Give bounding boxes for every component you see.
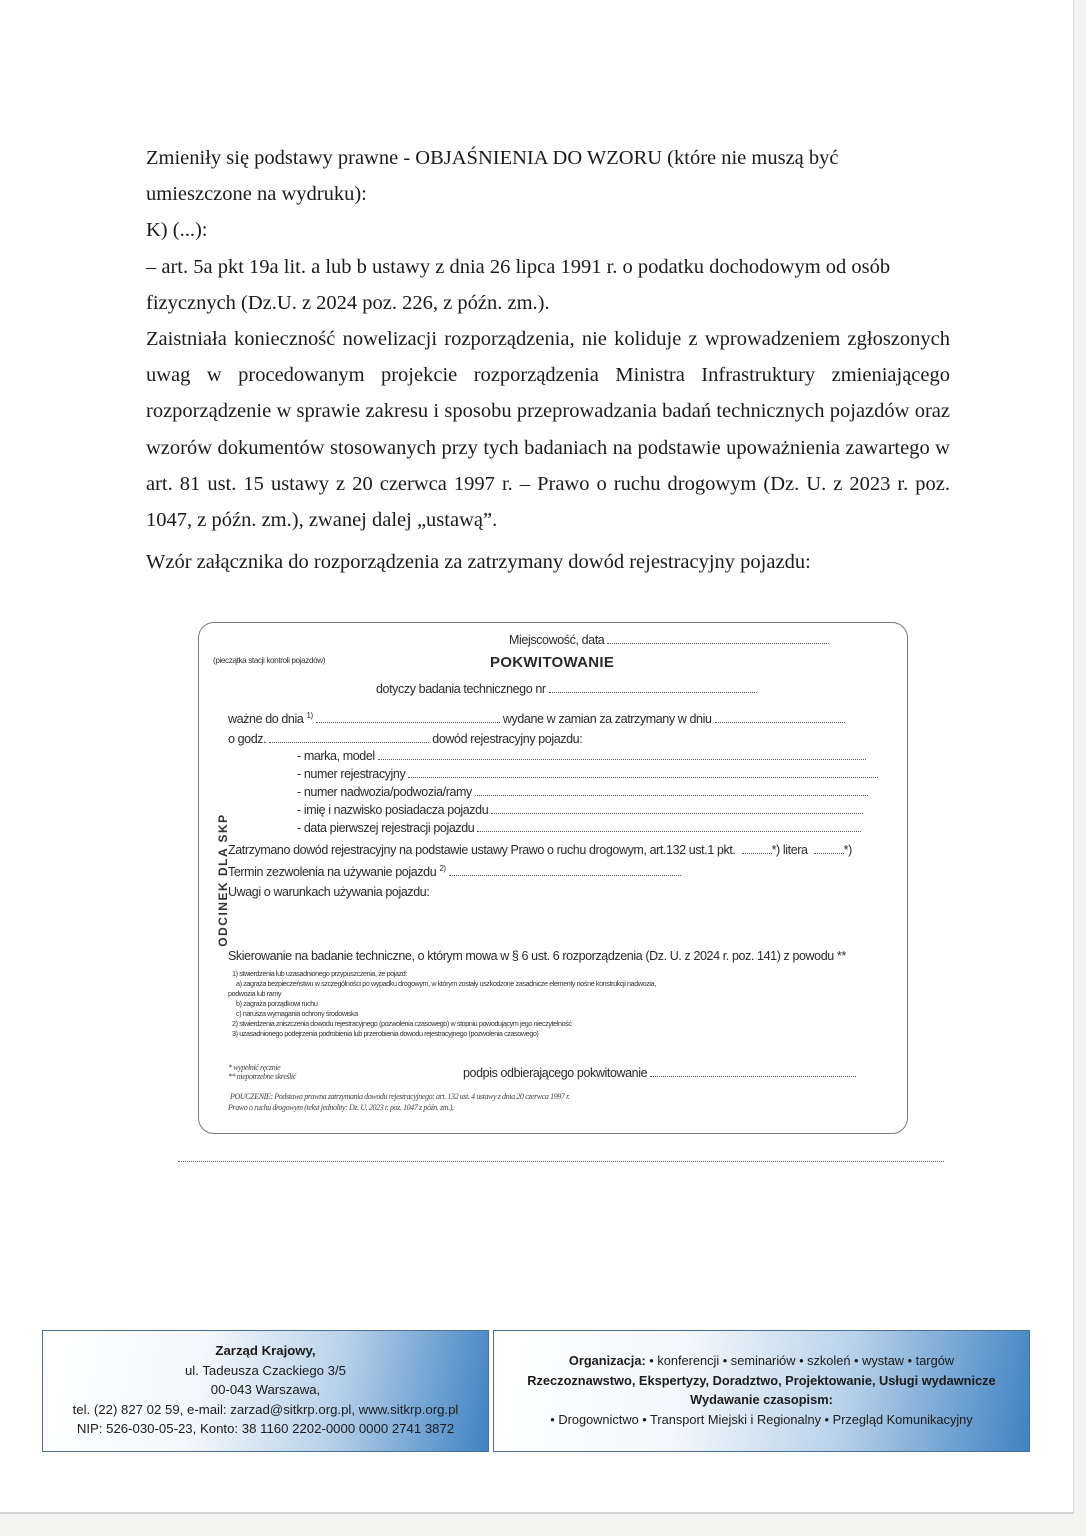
time-blank[interactable]: [269, 732, 429, 743]
text-line: Zmieniły się podstawy prawne - OBJAŚNIENIA DO WZORU (które nie muszą być: [146, 147, 839, 169]
exam-number-field[interactable]: [376, 682, 757, 696]
organization-items: • konferencji • seminariów • szkoleń • wystaw • targów: [649, 1353, 955, 1368]
instruction-line-2: Prawo o ruchu drogowym (tekst jednolity: Dz. U. 2023 r. poz. 1047 z późn. zm.).: [228, 1103, 454, 1112]
side-label: ODCINEK DLA SKP: [216, 813, 230, 947]
retained-basis-field[interactable]: [228, 843, 852, 857]
field-blank[interactable]: [408, 767, 878, 778]
field-label: - imię i nazwisko posiadacza pojazdu: [297, 803, 489, 817]
referral-text: Skierowanie na badanie techniczne, o którym mowa w § 6 ust. 6 rozporządzenia (Dz. U. z 2024 r. poz. 141) z powodu **: [228, 949, 846, 963]
footer-street: ul. Tadeusza Czackiego 3/5: [184, 1362, 347, 1378]
vehicle-field-registration-number[interactable]: [297, 767, 878, 781]
reason-1a-cont: podwozia lub ramy: [228, 989, 282, 998]
permit-term-blank[interactable]: [449, 865, 681, 876]
note-handwrite: * wypełnić ręcznie: [228, 1063, 281, 1072]
footer-city: 00-043 Warszawa,: [210, 1382, 321, 1397]
exam-number-label: dotyczy badania technicznego nr: [376, 682, 546, 696]
text-line: umieszczone na wydruku):: [146, 183, 367, 206]
explanatory-text: [146, 140, 950, 580]
footer-journals-label: Wydawanie czasopism:: [690, 1392, 833, 1407]
retained-basis-label: Zatrzymano dowód rejestracyjny na podstawie ustawy Prawo o ruchu drogowym, art.132 ust.1 pkt.: [228, 843, 736, 857]
reason-3: 3) uzasadnionego podejrzenia podrobienia lub przerobienia dowodu rejestracyjnego (pozwolenia czasowego): [232, 1029, 539, 1038]
registration-doc-label: dowód rejestracyjny pojazdu:: [432, 732, 583, 746]
point-blank[interactable]: [742, 843, 772, 854]
permit-term-label: Termin zezwolenia na używanie pojazdu: [228, 865, 437, 880]
field-blank[interactable]: [378, 749, 866, 760]
remarks-label: Uwagi o warunkach używania pojazdu:: [228, 885, 430, 899]
valid-until-label: ważne do dnia: [228, 712, 304, 727]
note-strike: ** niepotrzebne skreślić: [228, 1072, 296, 1081]
issued-in-exchange-label: wydane w zamian za zatrzymany w dniu: [502, 712, 712, 727]
place-date-field[interactable]: [509, 633, 829, 647]
time-label: o godz.: [228, 732, 267, 746]
letter-label: *) litera: [771, 843, 808, 857]
place-date-label: Miejscowość, data: [509, 633, 605, 647]
receipt-form: [198, 622, 908, 1134]
letter-blank[interactable]: [814, 843, 844, 854]
issued-date-blank[interactable]: [715, 712, 845, 723]
vehicle-field-vin[interactable]: [297, 785, 868, 799]
vehicle-field-make-model[interactable]: [297, 749, 866, 763]
place-date-blank[interactable]: [607, 633, 829, 644]
footer-organization: [494, 1351, 1029, 1371]
text-line: – art. 5a pkt 19a lit. a lub b ustawy z dnia 26 lipca 1991 r. o podatku dochodowym od osób: [146, 255, 891, 278]
paragraph-amendment: Zaistniała konieczność nowelizacji rozporządzenia, nie koliduje z wprowadzeniem zgłoszonych uwag w procedowanym projekcie rozporządzenia Ministra Infrastruktury zmieniającego rozporządzenie w sprawie zakresu i sposobu przeprowadzania badań technicznych pojazdów oraz wzorów dokumentów stosowanych przy tych badaniach na podstawie upoważnienia zawartego w art. 81 ust. 15 ustawy z 20 czerwca 1997 r. – Prawo o ruchu drogowym (Dz. U. z 2023 r. poz. 1047, z późn. zm.), zwanej dalej „ustawą”.: [146, 328, 950, 532]
instruction-line-1: POUCZENIE: Podstawa prawna zatrzymania dowodu rejestracyjnego: art. 132 ust. 4 ustawy z dnia 20 czerwca 1997 r.: [230, 1092, 570, 1101]
footnote-marker: 2): [439, 864, 446, 873]
field-label: - numer nadwozia/podwozia/ramy: [297, 785, 472, 799]
form-title: POKWITOWANIE: [490, 654, 615, 671]
reason-1a: a) zagraża bezpieczeństwu w szczególności po wypadku drogowym, w którym zostały uszkodzone zasadnicze elementy nośne konstrukcji nadwozia,: [236, 979, 656, 988]
vehicle-field-owner-name[interactable]: [297, 803, 863, 817]
field-blank[interactable]: [475, 785, 868, 796]
footer-services: Rzeczoznawstwo, Ekspertyzy, Doradztwo, Projektowanie, Usługi wydawnicze: [527, 1372, 996, 1388]
signature-field[interactable]: [463, 1066, 856, 1080]
reason-1c: c) narusza wymagania ochrony środowiska: [236, 1009, 358, 1018]
field-blank[interactable]: [491, 803, 863, 814]
paragraph-art5a: [146, 249, 950, 321]
reason-2: 2) stwierdzenia zniszczenia dowodu rejestracyjnego (pozwolenia czasowego) w stopniu powodującym jego nieczytelność: [232, 1019, 572, 1028]
footnote-marker: *): [843, 843, 852, 857]
field-label: - numer rejestracyjny: [297, 767, 406, 781]
time-field[interactable]: [228, 732, 582, 746]
paragraph-k: K) (...):: [146, 219, 208, 242]
signature-blank[interactable]: [650, 1066, 856, 1077]
valid-until-field[interactable]: [228, 711, 845, 726]
cut-line-divider: [178, 1161, 944, 1162]
footer-journals: • Drogownictwo • Transport Miejski i Regionalny • Przegląd Komunikacyjny: [550, 1411, 973, 1427]
footer-services-box: [493, 1330, 1030, 1452]
paragraph-attachment-intro: Wzór załącznika do rozporządzenia za zatrzymany dowód rejestracyjny pojazdu:: [146, 551, 811, 574]
paragraph-legal-basis: [146, 140, 950, 212]
vehicle-field-first-registration[interactable]: [297, 821, 861, 835]
text-line: fizycznych (Dz.U. z 2024 poz. 226, z późn. zm.).: [146, 291, 550, 314]
field-label: - marka, model: [297, 749, 375, 763]
reason-1: 1) stwierdzenia lub uzasadnionego przypuszczenia, że pojazd:: [232, 969, 407, 978]
permit-term-field[interactable]: [228, 864, 681, 879]
field-blank[interactable]: [477, 821, 861, 832]
footer-org-title: Zarząd Krajowy,: [215, 1343, 316, 1358]
footnote-marker: 1): [306, 711, 313, 720]
signature-label: podpis odbierającego pokwitowanie: [463, 1066, 648, 1080]
field-label: - data pierwszej rejestracji pojazdu: [297, 821, 475, 835]
valid-until-blank[interactable]: [316, 712, 500, 723]
stamp-label: (pieczątka stacji kontroli pojazdów): [213, 656, 326, 665]
reason-1b: b) zagraża porządkowi ruchu: [236, 999, 318, 1008]
footer-contact: tel. (22) 827 02 59, e-mail: zarzad@sitkrp.org.pl, www.sitkrp.org.pl: [72, 1401, 459, 1417]
exam-number-blank[interactable]: [549, 682, 757, 693]
footer-bank: NIP: 526-030-05-23, Konto: 38 1160 2202-0000 0000 2741 3872: [76, 1421, 455, 1436]
footer-contact-box: [42, 1330, 489, 1452]
organization-label: Organizacja:: [568, 1353, 646, 1368]
